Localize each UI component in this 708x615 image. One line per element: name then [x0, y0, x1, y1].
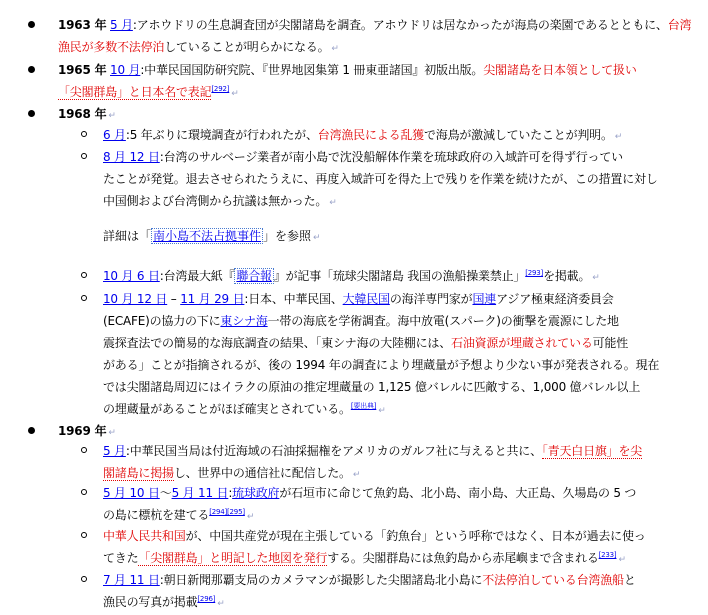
link-nov-29[interactable]: 11 月 29 日 [180, 292, 245, 306]
reference-link[interactable]: [296] [197, 595, 216, 603]
link-oct-12[interactable]: 10 月 12 日 [103, 292, 168, 306]
bullet-icon [28, 21, 35, 28]
sub-bullet-icon [81, 489, 87, 495]
entry-text: :アホウドリの生息調査団が尖閣諸島を調査。アホウドリは居なかったが海鳥の楽園であるとともに、 [132, 18, 668, 32]
entry-text: :5 年ぶりに環境調査が行われたが、 [125, 128, 318, 142]
entry-text: の島に標杭を建てる [103, 508, 210, 522]
reference-link[interactable]: [294][295] [209, 508, 245, 516]
sub-bullet-icon [81, 447, 87, 453]
link-un[interactable]: 国連 [472, 292, 497, 306]
detail-link[interactable]: 南小島不法占拠事件 [153, 229, 262, 243]
link-may-11[interactable]: 5 月 11 日 [171, 486, 229, 500]
entry-text: てきた [103, 551, 139, 565]
entry-text: し、世界中の通信社に配信した。 [173, 466, 351, 480]
red-highlight: 石油資源が埋蔵されている [451, 336, 593, 350]
red-highlight: 「青天白日旗」を尖 [541, 444, 643, 458]
entry-text: 』が記事「琉球尖閣諸島 我国の漁船操業禁止」 [273, 269, 526, 283]
bullet-icon [28, 110, 35, 117]
year-label: 1965 年 [58, 63, 107, 77]
paragraph-mark-icon: ↵ [378, 406, 386, 416]
red-highlight: 中華人民共和国 [103, 529, 186, 543]
entry-1969-jul11 [103, 569, 700, 615]
paragraph-mark-icon: ↵ [108, 428, 116, 438]
entry-1969-may [103, 440, 700, 486]
link-october[interactable]: 10 月 [110, 63, 141, 77]
entry-text: :台湾最大紙『 [159, 269, 235, 283]
detail-prefix: 詳細は「 [103, 229, 152, 243]
entry-text: では尖閣諸島周辺にはイラクの原油の推定埋蔵量の 1,125 億バレルに匹敵する、1,000 億バレル以上 [103, 380, 641, 394]
entry-text: :台湾のサルベージ業者が南小島で沈没船解体作業を琉球政府の入域許可を得ず行ってい [159, 150, 623, 164]
entry-text: 震探査法での簡易的な海底調査の結果、「東シナ海の大陸棚には、 [103, 336, 452, 350]
bullet-icon [28, 427, 35, 434]
red-highlight: 台湾漁民による乱獲 [317, 128, 424, 142]
paragraph-mark-icon: ↵ [331, 44, 339, 54]
entry-1968-ecafe [103, 288, 700, 422]
paragraph-mark-icon: ↵ [108, 111, 116, 121]
link-may[interactable]: 5 月 [110, 18, 133, 32]
link-june[interactable]: 6 月 [103, 128, 126, 142]
entry-1963 [58, 14, 698, 60]
sub-bullet-icon [81, 153, 87, 159]
entry-text: がある」ことが指摘されるが、後の 1994 年の調査により埋蔵量が予想より少ない事が発表される。現在 [103, 358, 660, 372]
red-highlight: 「尖閣群島」と日本名で表記 [58, 85, 212, 99]
red-highlight: 閣諸島に掲揚 [103, 466, 174, 480]
entry-text: 一帯の海底を学術調査。海中放電(スパーク)の衝撃を震源にした地 [267, 314, 619, 328]
link-oct-6[interactable]: 10 月 6 日 [103, 269, 160, 283]
entry-text: 漁民の写真が掲載 [103, 595, 198, 609]
year-label: 1969 年 [58, 424, 107, 438]
red-highlight: 不法停泊している台湾漁船 [482, 573, 624, 587]
year-label: 1968 年 [58, 107, 107, 121]
entry-text: たことが発覚。退去させられたうえに、再度入域許可を得た上で残りを作業を続けたが、この措置に対し [103, 172, 658, 186]
entry-1965 [58, 59, 698, 105]
reference-link[interactable]: [293] [525, 269, 544, 277]
detail-suffix: 」を参照 [263, 229, 312, 243]
entry-text: と [623, 573, 636, 587]
entry-1969-prc [103, 525, 700, 571]
entry-text: :中華民国国防研究院、『世界地図集第 1 冊東亜諸国』初版出版。 [140, 63, 484, 77]
entry-text: アジア極東経済委員会 [496, 292, 614, 306]
paragraph-mark-icon: ↵ [618, 555, 626, 565]
link-ryukyu-government[interactable]: 琉球政府 [232, 486, 280, 500]
citation-needed-link[interactable]: [要出典] [350, 402, 377, 410]
entry-text: で海鳥が激減していたことが判明。 [423, 128, 613, 142]
year-label: 1963 年 [58, 18, 107, 32]
red-highlight: 「尖閣群島」と明記した地図を発行 [138, 551, 328, 565]
reference-link[interactable]: [233] [598, 551, 617, 559]
paragraph-mark-icon: ↵ [313, 233, 321, 243]
link-east-china-sea[interactable]: 東シナ海 [220, 314, 268, 328]
paragraph-mark-icon: ↵ [231, 89, 239, 99]
entry-text: 中国側および台湾側から抗議は無かった。 [103, 194, 328, 208]
date-separator: 〜 [159, 486, 172, 500]
link-korea[interactable]: 大韓民国 [342, 292, 390, 306]
entry-1968-aug12 [103, 146, 700, 214]
sub-bullet-icon [81, 576, 87, 582]
link-may-10[interactable]: 5 月 10 日 [103, 486, 160, 500]
entry-text: :日本、中華民国、 [244, 292, 343, 306]
entry-1968-june [103, 124, 700, 148]
paragraph-mark-icon: ↵ [352, 470, 361, 480]
entry-text: : [228, 486, 233, 500]
entry-text: が石垣市に命じて魚釣島、北小島、南小島、大正島、久場島の 5 つ [279, 486, 637, 500]
bullet-icon [28, 66, 35, 73]
paragraph-mark-icon: ↵ [217, 599, 225, 609]
entry-text: :朝日新聞那覇支局のカメラマンが撮影した尖閣諸島北小島に [159, 573, 483, 587]
entry-text: 可能性 [592, 336, 629, 350]
entry-text: の海洋専門家が [389, 292, 473, 306]
paragraph-mark-icon: ↵ [329, 198, 337, 208]
paragraph-mark-icon: ↵ [246, 512, 255, 522]
date-separator: – [167, 292, 181, 306]
sub-bullet-icon [81, 272, 87, 278]
sub-bullet-icon [81, 295, 87, 301]
sub-bullet-icon [81, 131, 87, 137]
link-aug-12[interactable]: 8 月 12 日 [103, 150, 160, 164]
detail-reference [103, 225, 321, 249]
entry-text: が、中国共産党が現在主張している「釣魚台」という呼称ではなく、日本が過去に使っ [185, 529, 646, 543]
link-jul-11[interactable]: 7 月 11 日 [103, 573, 160, 587]
link-may-1969[interactable]: 5 月 [103, 444, 126, 458]
entry-text: の埋蔵量があることがほぼ確実とされている。 [103, 402, 351, 416]
sub-bullet-icon [81, 532, 87, 538]
red-highlight: 台湾漁民が多数不法停泊 [58, 18, 692, 54]
entry-text: (ECAFE)の協力の下に [103, 314, 221, 328]
entry-text: :中華民国当局は付近海域の石油採掘権をアメリカのガルフ社に与えると共に、 [125, 444, 542, 458]
paragraph-mark-icon: ↵ [614, 132, 623, 142]
entry-1968-oct6 [103, 265, 700, 289]
entry-text: していることが明らかになる。 [164, 40, 330, 54]
entry-1969-may10 [103, 482, 700, 528]
entry-text: する。尖閣群島には魚釣島から赤尾嶼まで含まれる [327, 551, 599, 565]
entry-text: を掲載。 [543, 269, 591, 283]
paragraph-mark-icon: ↵ [592, 273, 600, 283]
reference-link[interactable]: [292] [211, 85, 230, 93]
red-highlight: 尖閣諸島を日本領として扱い [483, 63, 637, 77]
link-united-daily-news[interactable]: 聯合報 [236, 269, 272, 283]
